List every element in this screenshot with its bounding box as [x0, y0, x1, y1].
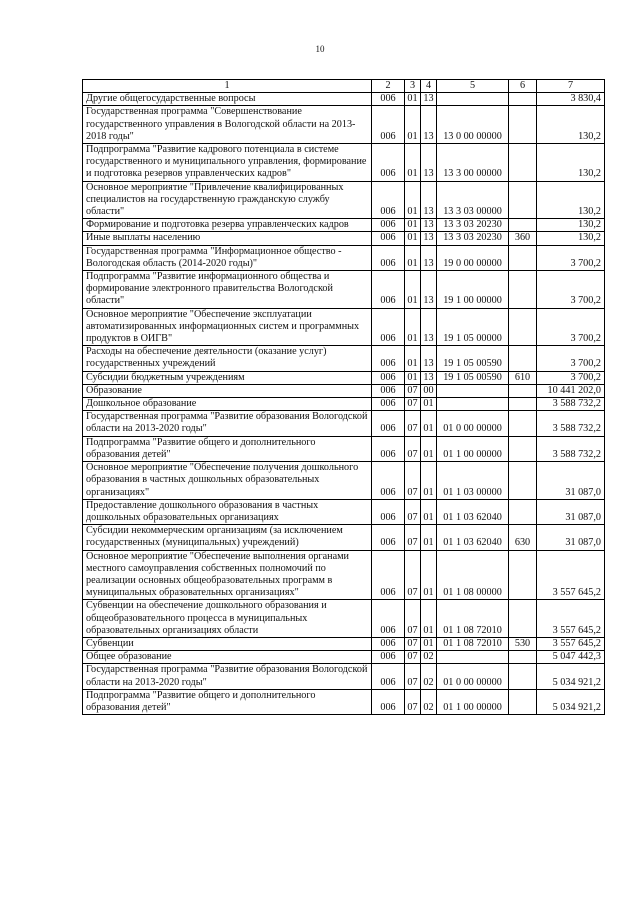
header-col-1: 1: [83, 80, 372, 93]
table-row: [83, 550, 605, 600]
cell-ved: 006: [372, 371, 405, 384]
cell-vr: [509, 245, 537, 270]
cell-pr: 01: [421, 499, 437, 524]
cell-name: Формирование и подготовка резерва управленческих кадров: [83, 219, 372, 232]
cell-vr: 530: [509, 637, 537, 650]
table-row: [83, 144, 605, 182]
cell-rz: 01: [405, 371, 421, 384]
cell-sum: 3 588 732,2: [537, 436, 605, 461]
cell-name: Государственная программа "Развитие образования Вологодской области на 2013-2020 годы": [83, 664, 372, 689]
table-row: [83, 525, 605, 550]
cell-ved: 006: [372, 411, 405, 436]
cell-name: Основное мероприятие "Обеспечение эксплуатации автоматизированных информационных систем и программных продуктов в ОИГВ": [83, 308, 372, 346]
table-row: [83, 664, 605, 689]
cell-csr: [437, 384, 509, 397]
header-col-6: 6: [509, 80, 537, 93]
cell-name: Субвенции на обеспечение дошкольного образования и общеобразовательного процесса в муниципальных образовательных организациях области: [83, 600, 372, 638]
cell-pr: 02: [421, 664, 437, 689]
cell-csr: 01 1 08 00000: [437, 550, 509, 600]
cell-csr: 19 1 00 00000: [437, 271, 509, 309]
cell-vr: 630: [509, 525, 537, 550]
table-body: [83, 93, 605, 715]
table-row: [83, 93, 605, 106]
cell-ved: 006: [372, 462, 405, 500]
table-row: [83, 398, 605, 411]
cell-name: Другие общегосударственные вопросы: [83, 93, 372, 106]
cell-sum: 3 830,4: [537, 93, 605, 106]
table-row: [83, 436, 605, 461]
cell-name: Субсидии бюджетным учреждениям: [83, 371, 372, 384]
cell-csr: 19 1 05 00590: [437, 371, 509, 384]
cell-sum: 3 700,2: [537, 245, 605, 270]
cell-rz: 01: [405, 245, 421, 270]
cell-ved: 006: [372, 106, 405, 144]
cell-vr: 610: [509, 371, 537, 384]
header-col-2: 2: [372, 80, 405, 93]
cell-name: Подпрограмма "Развитие общего и дополнительного образования детей": [83, 689, 372, 714]
cell-vr: [509, 144, 537, 182]
cell-csr: 01 1 08 72010: [437, 637, 509, 650]
cell-csr: 13 0 00 00000: [437, 106, 509, 144]
budget-table: [82, 79, 605, 715]
cell-vr: [509, 499, 537, 524]
cell-csr: [437, 398, 509, 411]
table-row: [83, 346, 605, 371]
cell-ved: 006: [372, 346, 405, 371]
table-row: [83, 308, 605, 346]
cell-sum: 31 087,0: [537, 462, 605, 500]
cell-ved: 006: [372, 689, 405, 714]
cell-name: Предоставление дошкольного образования в частных дошкольных образовательных организациях: [83, 499, 372, 524]
cell-vr: [509, 651, 537, 664]
cell-rz: 07: [405, 651, 421, 664]
cell-pr: 01: [421, 398, 437, 411]
table-row: [83, 232, 605, 245]
cell-pr: 01: [421, 411, 437, 436]
cell-pr: 01: [421, 600, 437, 638]
cell-vr: [509, 398, 537, 411]
cell-csr: 13 3 03 20230: [437, 219, 509, 232]
header-col-7: 7: [537, 80, 605, 93]
cell-vr: [509, 93, 537, 106]
cell-csr: 19 0 00 00000: [437, 245, 509, 270]
cell-sum: 3 557 645,2: [537, 550, 605, 600]
table-row: [83, 181, 605, 219]
cell-pr: 00: [421, 384, 437, 397]
cell-pr: 13: [421, 93, 437, 106]
cell-rz: 01: [405, 181, 421, 219]
cell-rz: 01: [405, 93, 421, 106]
cell-rz: 01: [405, 346, 421, 371]
cell-csr: 19 1 05 00590: [437, 346, 509, 371]
cell-name: Государственная программа "Совершенствование государственного управления в Вологодской области на 2013-2018 годы": [83, 106, 372, 144]
table-row: [83, 689, 605, 714]
cell-pr: 13: [421, 371, 437, 384]
cell-pr: 13: [421, 346, 437, 371]
cell-pr: 13: [421, 219, 437, 232]
cell-sum: 130,2: [537, 181, 605, 219]
cell-rz: 01: [405, 144, 421, 182]
cell-vr: [509, 271, 537, 309]
cell-sum: 3 700,2: [537, 271, 605, 309]
cell-sum: 130,2: [537, 106, 605, 144]
table-row: [83, 245, 605, 270]
cell-csr: 01 0 00 00000: [437, 411, 509, 436]
cell-vr: [509, 600, 537, 638]
header-row: [83, 80, 605, 93]
cell-csr: 01 1 00 00000: [437, 436, 509, 461]
cell-rz: 07: [405, 499, 421, 524]
cell-csr: 01 1 03 62040: [437, 499, 509, 524]
cell-pr: 01: [421, 637, 437, 650]
cell-rz: 07: [405, 550, 421, 600]
cell-vr: 360: [509, 232, 537, 245]
cell-sum: 3 557 645,2: [537, 637, 605, 650]
cell-sum: 3 588 732,2: [537, 411, 605, 436]
cell-pr: 01: [421, 550, 437, 600]
cell-pr: 13: [421, 181, 437, 219]
cell-vr: [509, 550, 537, 600]
cell-name: Основное мероприятие "Обеспечение выполнения органами местного самоуправления собственных полномочий по реализации основных общеобразовательных программ в муниципальных образовательных организациях": [83, 550, 372, 600]
cell-pr: 13: [421, 245, 437, 270]
cell-rz: 07: [405, 411, 421, 436]
cell-pr: 01: [421, 462, 437, 500]
cell-vr: [509, 219, 537, 232]
cell-name: Дошкольное образование: [83, 398, 372, 411]
cell-sum: 5 047 442,3: [537, 651, 605, 664]
cell-ved: 006: [372, 398, 405, 411]
cell-csr: 19 1 05 00000: [437, 308, 509, 346]
cell-rz: 07: [405, 398, 421, 411]
table-row: [83, 106, 605, 144]
cell-rz: 01: [405, 271, 421, 309]
cell-name: Основное мероприятие "Привлечение квалифицированных специалистов на государственную гражданскую службу области": [83, 181, 372, 219]
cell-csr: 13 3 00 00000: [437, 144, 509, 182]
cell-rz: 01: [405, 219, 421, 232]
cell-ved: 006: [372, 245, 405, 270]
cell-pr: 01: [421, 525, 437, 550]
cell-ved: 006: [372, 664, 405, 689]
cell-ved: 006: [372, 499, 405, 524]
table-row: [83, 371, 605, 384]
cell-pr: 13: [421, 106, 437, 144]
cell-csr: [437, 93, 509, 106]
cell-vr: [509, 106, 537, 144]
cell-sum: 3 588 732,2: [537, 398, 605, 411]
cell-vr: [509, 664, 537, 689]
cell-ved: 006: [372, 384, 405, 397]
cell-name: Подпрограмма "Развитие общего и дополнительного образования детей": [83, 436, 372, 461]
cell-ved: 006: [372, 271, 405, 309]
cell-sum: 3 700,2: [537, 308, 605, 346]
cell-ved: 006: [372, 550, 405, 600]
cell-ved: 006: [372, 93, 405, 106]
cell-sum: 10 441 202,0: [537, 384, 605, 397]
cell-ved: 006: [372, 600, 405, 638]
cell-rz: 07: [405, 384, 421, 397]
table-row: [83, 219, 605, 232]
cell-sum: 3 557 645,2: [537, 600, 605, 638]
cell-ved: 006: [372, 637, 405, 650]
header-col-4: 4: [421, 80, 437, 93]
cell-sum: 31 087,0: [537, 499, 605, 524]
cell-rz: 01: [405, 308, 421, 346]
table-row: [83, 637, 605, 650]
cell-sum: 5 034 921,2: [537, 664, 605, 689]
cell-pr: 02: [421, 651, 437, 664]
cell-sum: 31 087,0: [537, 525, 605, 550]
table-row: [83, 600, 605, 638]
cell-pr: 13: [421, 144, 437, 182]
cell-csr: 01 1 08 72010: [437, 600, 509, 638]
cell-name: Иные выплаты населению: [83, 232, 372, 245]
cell-vr: [509, 462, 537, 500]
cell-ved: 006: [372, 181, 405, 219]
cell-sum: 5 034 921,2: [537, 689, 605, 714]
cell-rz: 07: [405, 600, 421, 638]
cell-ved: 006: [372, 232, 405, 245]
cell-name: Государственная программа "Информационное общество - Вологодская область (2014-2020 годы)": [83, 245, 372, 270]
table-row: [83, 271, 605, 309]
cell-pr: 01: [421, 436, 437, 461]
page-number: 10: [315, 44, 325, 54]
cell-rz: 07: [405, 436, 421, 461]
header-col-3: 3: [405, 80, 421, 93]
cell-ved: 006: [372, 144, 405, 182]
cell-sum: 130,2: [537, 232, 605, 245]
cell-name: Общее образование: [83, 651, 372, 664]
cell-rz: 07: [405, 525, 421, 550]
cell-name: Государственная программа "Развитие образования Вологодской области на 2013-2020 годы": [83, 411, 372, 436]
table-row: [83, 411, 605, 436]
cell-vr: [509, 346, 537, 371]
cell-csr: 01 1 03 62040: [437, 525, 509, 550]
cell-vr: [509, 436, 537, 461]
cell-rz: 01: [405, 106, 421, 144]
cell-name: Основное мероприятие "Обеспечение получения дошкольного образования в частных дошкольных образовательных организациях": [83, 462, 372, 500]
cell-vr: [509, 181, 537, 219]
cell-pr: 13: [421, 232, 437, 245]
cell-ved: 006: [372, 308, 405, 346]
cell-csr: [437, 651, 509, 664]
cell-csr: 01 0 00 00000: [437, 664, 509, 689]
cell-vr: [509, 411, 537, 436]
cell-name: Субсидии некоммерческим организациям (за исключением государственных (муниципальных) учреждений): [83, 525, 372, 550]
cell-name: Расходы на обеспечение деятельности (оказание услуг) государственных учреждений: [83, 346, 372, 371]
cell-pr: 02: [421, 689, 437, 714]
cell-pr: 13: [421, 308, 437, 346]
cell-vr: [509, 689, 537, 714]
cell-name: Образование: [83, 384, 372, 397]
cell-sum: 130,2: [537, 144, 605, 182]
cell-rz: 07: [405, 462, 421, 500]
cell-rz: 07: [405, 664, 421, 689]
cell-name: Подпрограмма "Развитие информационного общества и формирование электронного правительства Вологодской области": [83, 271, 372, 309]
cell-csr: 13 3 03 00000: [437, 181, 509, 219]
cell-ved: 006: [372, 651, 405, 664]
cell-rz: 07: [405, 637, 421, 650]
cell-ved: 006: [372, 525, 405, 550]
cell-vr: [509, 308, 537, 346]
cell-name: Субвенции: [83, 637, 372, 650]
table-row: [83, 462, 605, 500]
cell-csr: 01 1 03 00000: [437, 462, 509, 500]
cell-csr: 01 1 00 00000: [437, 689, 509, 714]
cell-rz: 01: [405, 232, 421, 245]
cell-ved: 006: [372, 219, 405, 232]
cell-sum: 3 700,2: [537, 346, 605, 371]
header-col-5: 5: [437, 80, 509, 93]
cell-csr: 13 3 03 20230: [437, 232, 509, 245]
cell-pr: 13: [421, 271, 437, 309]
cell-rz: 07: [405, 689, 421, 714]
table-row: [83, 384, 605, 397]
table-row: [83, 499, 605, 524]
table-row: [83, 651, 605, 664]
cell-sum: 130,2: [537, 219, 605, 232]
cell-vr: [509, 384, 537, 397]
cell-sum: 3 700,2: [537, 371, 605, 384]
cell-name: Подпрограмма "Развитие кадрового потенциала в системе государственного и муниципального управления, формирование и подготовка резервов управленческих кадров": [83, 144, 372, 182]
cell-ved: 006: [372, 436, 405, 461]
